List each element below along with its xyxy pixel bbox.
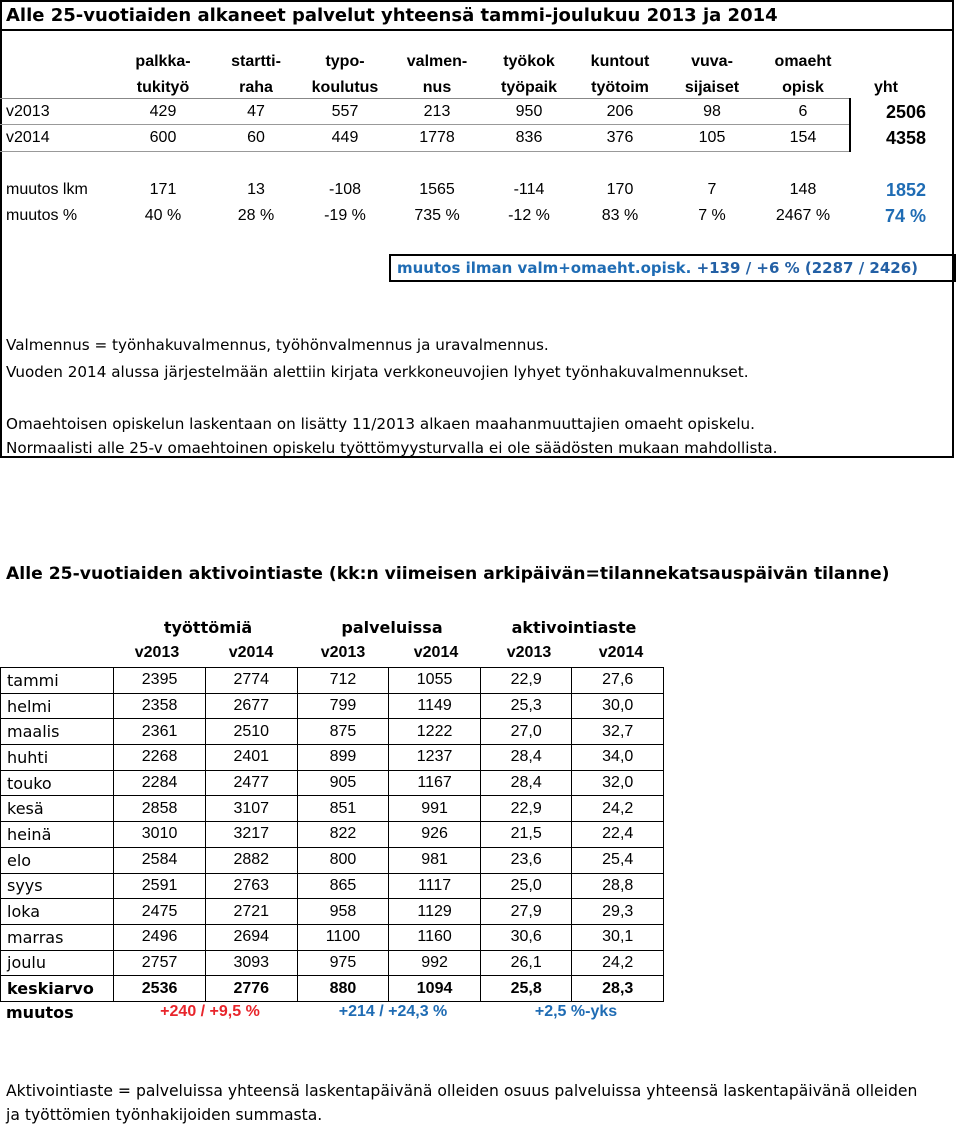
table-cell: 2774 (205, 668, 297, 694)
row-label: joulu (1, 950, 114, 976)
info-paragraph: Valmennus = työnhakuvalmennus, työhönvalmennus ja uravalmennus. (6, 336, 549, 354)
table-cell: 25,4 (572, 847, 664, 873)
table-cell: 1160 (389, 924, 481, 950)
table-row (1, 822, 664, 848)
total-cell: 1852 (885, 180, 926, 200)
table-cell: 2395 (114, 668, 206, 694)
header-total: yht (874, 79, 898, 96)
table-cell: 1100 (297, 924, 389, 950)
header-line2: tukityö (136, 79, 190, 96)
table-row (1, 847, 664, 873)
table-cell: 1055 (389, 668, 481, 694)
table-cell: 2268 (114, 745, 206, 771)
table-cell: 28,3 (572, 976, 664, 1002)
table-row (1, 745, 664, 771)
row-label: elo (1, 847, 114, 873)
table-cell: 2496 (114, 924, 206, 950)
row-label: tammi (1, 668, 114, 694)
section2-title: Alle 25-vuotiaiden aktivointiaste (kk:n viimeisen arkipäivän=tilannekatsauspäivän tilanne) (6, 564, 890, 584)
table-cell: 429 (149, 103, 177, 120)
table-cell: 83 % (601, 207, 639, 224)
table-cell: 557 (331, 103, 359, 120)
table-cell: 2591 (114, 873, 206, 899)
table-cell: 1565 (419, 181, 455, 198)
table-cell: 3217 (205, 822, 297, 848)
info-paragraph: Normaalisti alle 25-v omaehtoinen opiskelu työttömyysturvalla ei ole säädösten mukaan mahdollista. (6, 439, 778, 457)
row-label: kesä (1, 796, 114, 822)
table-cell: 29,3 (572, 899, 664, 925)
table-cell: 376 (606, 129, 634, 146)
row-label: keskiarvo (1, 976, 114, 1002)
header-line1: valmen- (406, 53, 468, 70)
table-row (1, 770, 664, 796)
table-cell: 213 (423, 103, 451, 120)
table-cell: 30,6 (480, 924, 572, 950)
table-cell: 2536 (114, 976, 206, 1002)
table-cell: 47 (247, 103, 265, 120)
table-cell: 30,1 (572, 924, 664, 950)
table-cell: 2677 (205, 693, 297, 719)
table-cell: 28,4 (480, 745, 572, 771)
table-cell: 449 (331, 129, 359, 146)
info-paragraph: Omaehtoisen opiskelun laskentaan on lisätty 11/2013 alkaen maahanmuuttajien omaeht opiskelu. (6, 415, 755, 433)
sub-header: v2014 (228, 644, 274, 661)
table-cell: 950 (515, 103, 543, 120)
table-cell: 975 (297, 950, 389, 976)
row-divider (0, 151, 850, 152)
table-cell: 24,2 (572, 950, 664, 976)
table-cell: 2882 (205, 847, 297, 873)
table-cell: 148 (789, 181, 817, 198)
table-cell: 2358 (114, 693, 206, 719)
table-row (1, 950, 664, 976)
table-cell: 21,5 (480, 822, 572, 848)
table-cell: -108 (328, 181, 362, 198)
table-cell: 26,1 (480, 950, 572, 976)
table-cell: 25,0 (480, 873, 572, 899)
table-cell: 600 (149, 129, 177, 146)
total-cell: 74 % (884, 206, 926, 226)
table-row (1, 719, 664, 745)
total-cell: 2506 (885, 102, 926, 122)
table-row (1, 693, 664, 719)
row-label: muutos lkm (6, 181, 88, 198)
row-label: muutos % (6, 207, 78, 224)
table-cell: 30,0 (572, 693, 664, 719)
table-cell: 2757 (114, 950, 206, 976)
table-cell: 1778 (419, 129, 455, 146)
table-cell: 991 (389, 796, 481, 822)
table-cell: 154 (789, 129, 817, 146)
row-label: helmi (1, 693, 114, 719)
header-line1: palkka- (135, 53, 191, 70)
table-cell: 2721 (205, 899, 297, 925)
header-line2: opisk (782, 79, 824, 96)
group-header: palveluissa (341, 618, 443, 637)
table-cell: 2858 (114, 796, 206, 822)
sub-header: v2013 (134, 644, 180, 661)
table-cell: 22,9 (480, 796, 572, 822)
change-note-label: muutos ilman valm+omaeht.opisk. (397, 259, 692, 277)
change-activation-rate: +2,5 %-yks (534, 1003, 618, 1020)
header-line2: sijaiset (684, 79, 740, 96)
table-cell: 2694 (205, 924, 297, 950)
row-label: maalis (1, 719, 114, 745)
change-note-box (389, 254, 956, 282)
table-cell: 98 (703, 103, 721, 120)
table-cell: 2477 (205, 770, 297, 796)
row-label: huhti (1, 745, 114, 771)
table-cell: 6 (798, 103, 808, 120)
sub-header: v2013 (506, 644, 552, 661)
table-cell: 799 (297, 693, 389, 719)
table-cell: 865 (297, 873, 389, 899)
change-label: muutos (6, 1003, 74, 1022)
header-line1: työkok (503, 53, 555, 70)
table-row (1, 668, 664, 694)
table-cell: 2401 (205, 745, 297, 771)
table-cell: 206 (606, 103, 634, 120)
table-row (1, 796, 664, 822)
table-cell: 7 (707, 181, 717, 198)
header-line1: typo- (325, 53, 365, 70)
table-cell: 60 (247, 129, 265, 146)
table-cell: 27,0 (480, 719, 572, 745)
table-cell: 2776 (205, 976, 297, 1002)
change-services: +214 / +24,3 % (338, 1003, 448, 1020)
table-cell: 13 (247, 181, 265, 198)
section1-title: Alle 25-vuotiaiden alkaneet palvelut yhteensä tammi-joulukuu 2013 ja 2014 (6, 5, 778, 26)
group-header: aktivointiaste (511, 618, 637, 637)
sub-header: v2013 (320, 644, 366, 661)
table-cell: 3093 (205, 950, 297, 976)
table-cell: 171 (149, 181, 177, 198)
row-label: marras (1, 924, 114, 950)
table-cell: 28 % (237, 207, 275, 224)
table-cell: 2510 (205, 719, 297, 745)
row-label: loka (1, 899, 114, 925)
table-cell: 1149 (389, 693, 481, 719)
row-label: v2013 (6, 103, 50, 120)
sub-header: v2014 (413, 644, 459, 661)
table-cell: 25,3 (480, 693, 572, 719)
table-cell: 2284 (114, 770, 206, 796)
table-cell: 1129 (389, 899, 481, 925)
total-cell: 4358 (885, 128, 926, 148)
table-cell: 32,7 (572, 719, 664, 745)
header-line2: nus (422, 79, 452, 96)
table-cell: 712 (297, 668, 389, 694)
table-cell: 27,9 (480, 899, 572, 925)
table-cell: 2361 (114, 719, 206, 745)
change-unemployed: +240 / +9,5 % (160, 1003, 260, 1020)
table-cell: 899 (297, 745, 389, 771)
table-cell: 958 (297, 899, 389, 925)
table-cell: 822 (297, 822, 389, 848)
table-cell: 40 % (144, 207, 182, 224)
table-cell: 905 (297, 770, 389, 796)
table-cell: -19 % (324, 207, 366, 224)
table-cell: 24,2 (572, 796, 664, 822)
table-row (1, 873, 664, 899)
table-cell: 27,6 (572, 668, 664, 694)
info-paragraph: Vuoden 2014 alussa järjestelmään alettiin kirjata verkkoneuvojien lyhyet työnhakuvalmennukset. (6, 363, 749, 381)
header-line2: työtoim (591, 79, 649, 96)
table-cell: 34,0 (572, 745, 664, 771)
table-cell: 1237 (389, 745, 481, 771)
table-cell: 28,8 (572, 873, 664, 899)
table-cell: 7 % (698, 207, 726, 224)
header-line1: vuva- (691, 53, 733, 70)
table-cell: 28,4 (480, 770, 572, 796)
row-label: syys (1, 873, 114, 899)
table-cell: 2475 (114, 899, 206, 925)
table-cell: 1094 (389, 976, 481, 1002)
table-cell: 22,4 (572, 822, 664, 848)
table-cell: 880 (297, 976, 389, 1002)
table-cell: 2763 (205, 873, 297, 899)
table-cell: 1167 (389, 770, 481, 796)
header-line1: omaeht (774, 53, 832, 70)
table-cell: 735 % (414, 207, 460, 224)
table-cell: 170 (606, 181, 634, 198)
header-line1: startti- (231, 53, 281, 70)
change-note-value: +139 / +6 % (2287 / 2426) (696, 259, 919, 277)
table-cell: 1222 (389, 719, 481, 745)
table-cell: 105 (698, 129, 726, 146)
table-cell: 800 (297, 847, 389, 873)
table-cell: 22,9 (480, 668, 572, 694)
sub-header: v2014 (598, 644, 644, 661)
row-label: heinä (1, 822, 114, 848)
table-cell: 836 (515, 129, 543, 146)
table-cell: 981 (389, 847, 481, 873)
row-label: touko (1, 770, 114, 796)
header-line1: kuntout (590, 53, 650, 70)
activation-table (0, 667, 664, 1002)
table-cell: 926 (389, 822, 481, 848)
table-cell: 3010 (114, 822, 206, 848)
table-cell: 992 (389, 950, 481, 976)
change-note (397, 259, 918, 277)
table-cell: 851 (297, 796, 389, 822)
group-header: työttömiä (163, 618, 253, 637)
average-row (1, 976, 664, 1002)
table-cell: 2467 % (775, 207, 831, 224)
table-cell: 1117 (389, 873, 481, 899)
row-label: v2014 (6, 129, 50, 146)
table-cell: 2584 (114, 847, 206, 873)
header-line2: työpaik (500, 79, 557, 96)
table-cell: 3107 (205, 796, 297, 822)
table-row (1, 924, 664, 950)
table-row (1, 899, 664, 925)
row-divider (0, 124, 850, 125)
table-cell: 23,6 (480, 847, 572, 873)
table-cell: -12 % (508, 207, 550, 224)
footnote-line: ja työttömien työnhakijoiden summasta. (6, 1106, 323, 1124)
header-line2: raha (239, 79, 273, 96)
footnote-line: Aktivointiaste = palveluissa yhteensä laskentapäivänä olleiden osuus palveluissa yhteensä laskentapäivänä olleiden (6, 1082, 918, 1100)
table-cell: 32,0 (572, 770, 664, 796)
table-cell: 875 (297, 719, 389, 745)
table-cell: 25,8 (480, 976, 572, 1002)
header-line2: koulutus (311, 79, 379, 96)
activation-table-body (1, 668, 664, 1002)
table-cell: -114 (513, 181, 545, 198)
